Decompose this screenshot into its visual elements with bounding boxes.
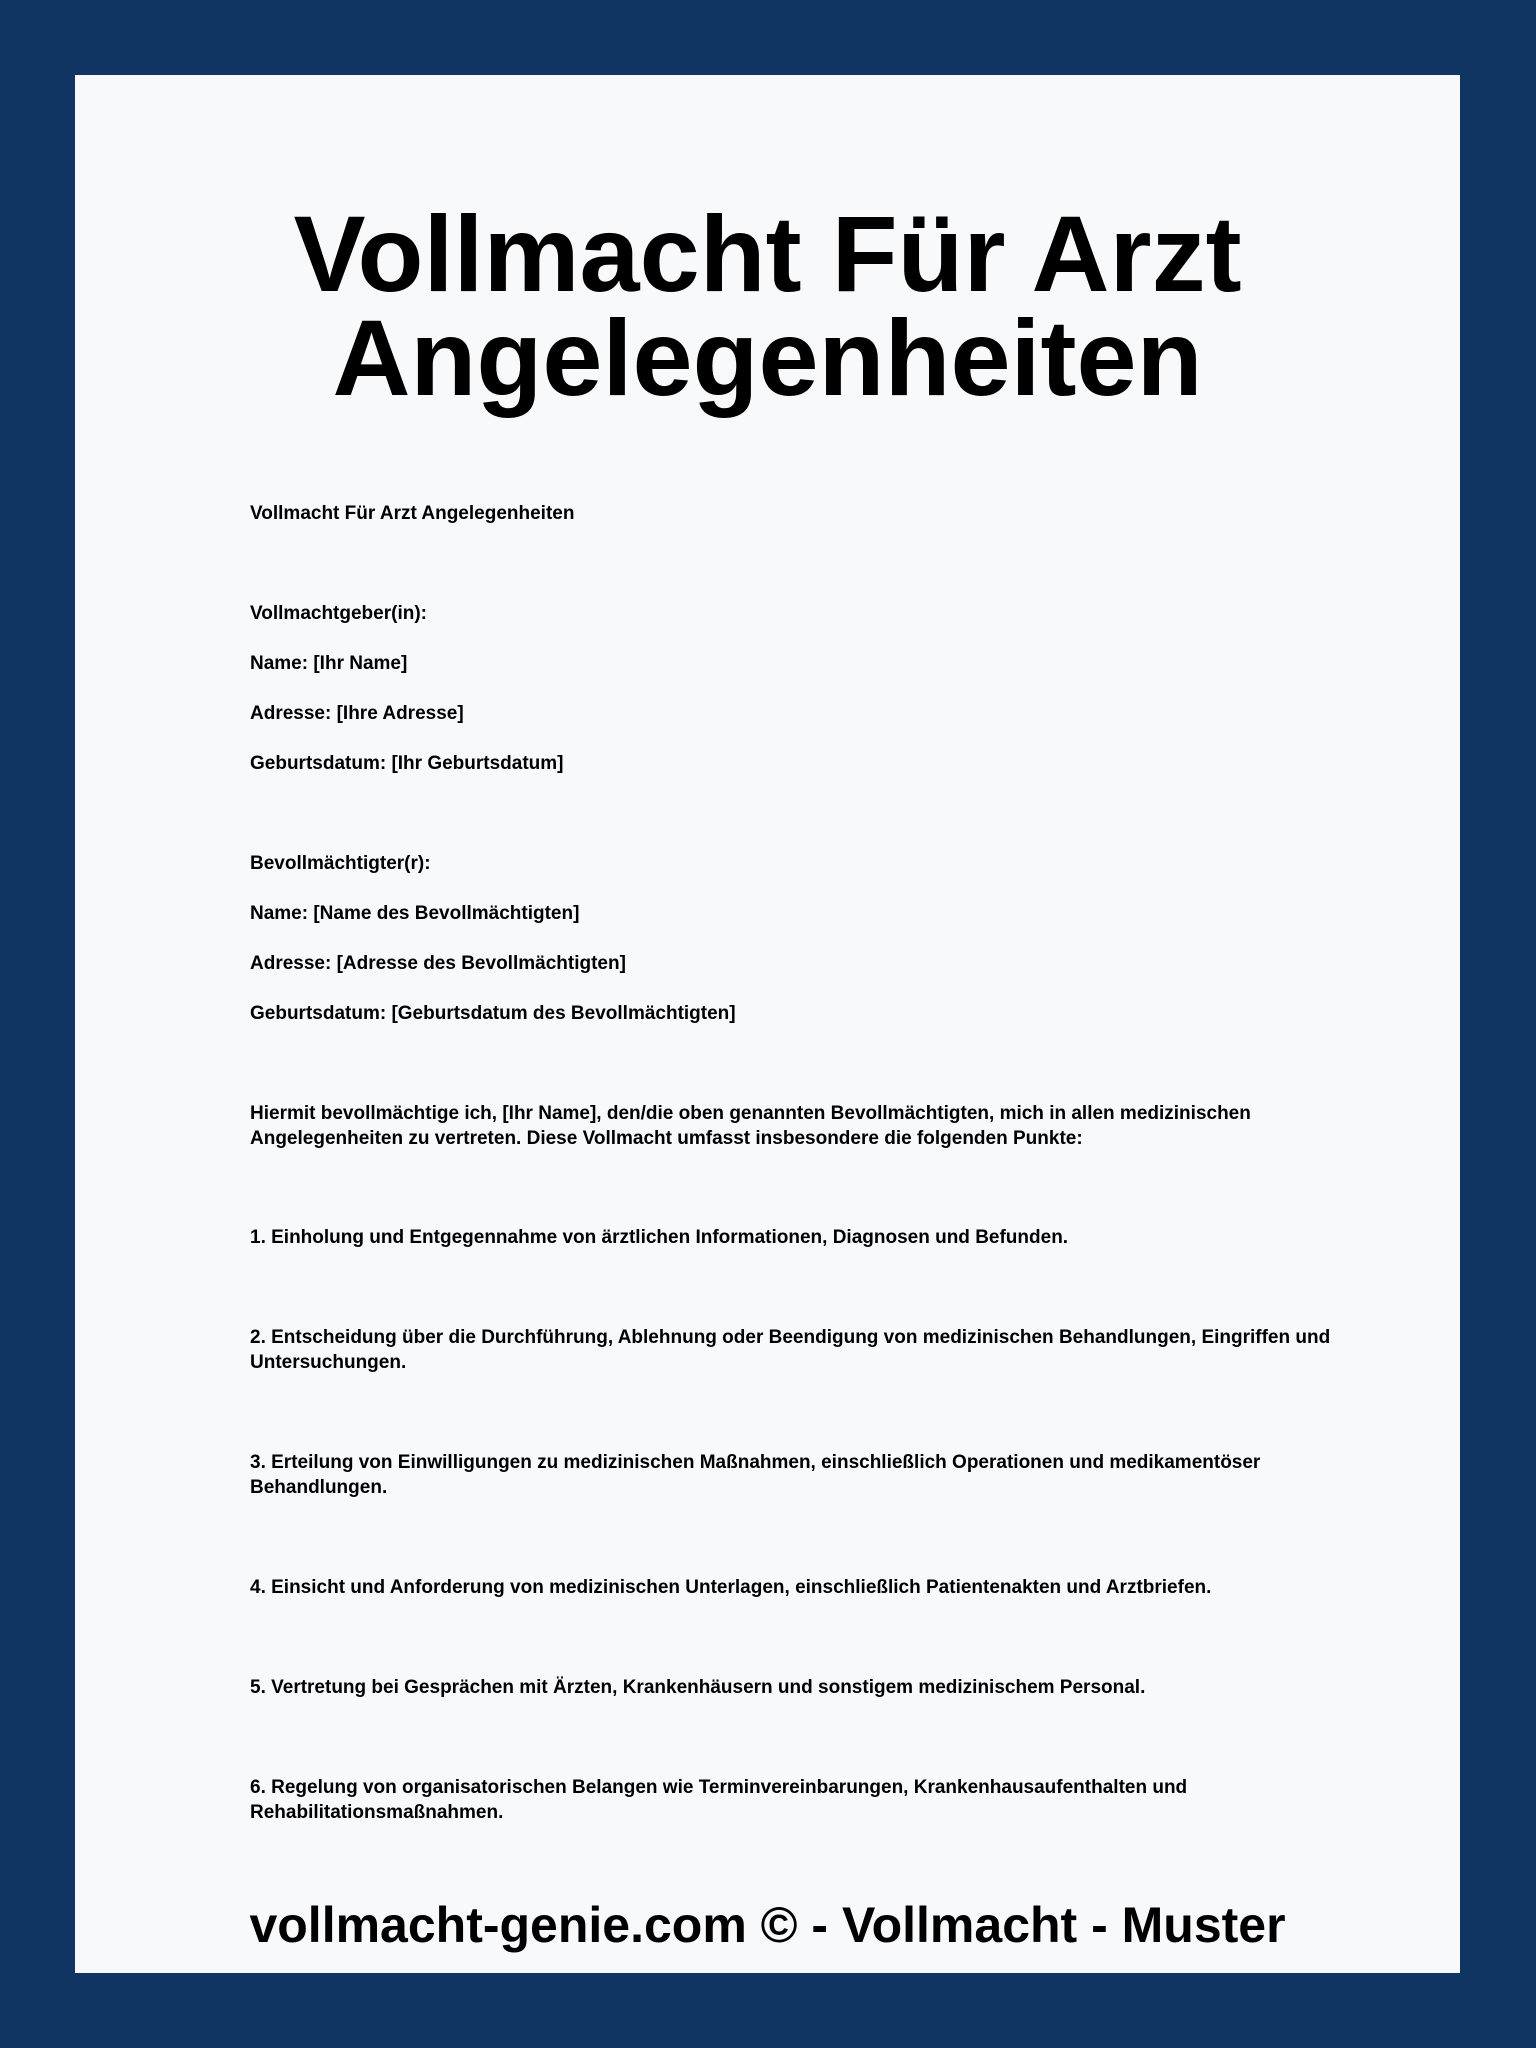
list-item-6: 6. Regelung von organisatorischen Belangen wie Terminvereinbarungen, Krankenhausaufenthalten und Rehabilitationsmaßnahmen. xyxy=(250,1777,1188,1823)
document-title-line-1: Vollmacht Für Arzt xyxy=(293,193,1242,314)
grantor-address: Adresse: [Ihre Adresse] xyxy=(250,703,464,724)
list-item-2: 2. Entscheidung über die Durchführung, Ablehnung oder Beendigung von medizinischen Behandlungen, Eingriffen und Untersuchungen. xyxy=(250,1327,1331,1373)
list-item-3: 3. Erteilung von Einwilligungen zu medizinischen Maßnahmen, einschließlich Operationen und medikamentöser Behandlungen. xyxy=(250,1452,1261,1498)
grantor-heading: Vollmachtgeber(in): xyxy=(250,603,427,624)
document-page xyxy=(75,75,1460,1973)
document-title-line-2: Angelegenheiten xyxy=(332,297,1203,418)
document-subtitle: Vollmacht Für Arzt Angelegenheiten xyxy=(250,503,575,524)
attorney-name: Name: [Name des Bevollmächtigten] xyxy=(250,903,580,924)
list-item-4: 4. Einsicht und Anforderung von medizinischen Unterlagen, einschließlich Patientenakten und Arztbriefen. xyxy=(250,1577,1212,1598)
list-item-5: 5. Vertretung bei Gesprächen mit Ärzten, Krankenhäusern und sonstigem medizinischem Personal. xyxy=(250,1677,1146,1698)
attorney-heading: Bevollmächtigter(r): xyxy=(250,853,431,874)
attorney-address: Adresse: [Adresse des Bevollmächtigten] xyxy=(250,953,626,974)
list-item-1: 1. Einholung und Entgegennahme von ärztlichen Informationen, Diagnosen und Befunden. xyxy=(250,1227,1069,1248)
document-title xyxy=(75,193,1460,418)
footer-watermark: vollmacht-genie.com © - Vollmacht - Muster xyxy=(249,1897,1286,1953)
grantor-birthdate: Geburtsdatum: [Ihr Geburtsdatum] xyxy=(250,753,564,774)
attorney-birthdate: Geburtsdatum: [Geburtsdatum des Bevollmächtigten] xyxy=(250,1003,736,1024)
intro-paragraph: Hiermit bevollmächtige ich, [Ihr Name], den/die oben genannten Bevollmächtigten, mich in allen medizinischen Angelegenheiten zu vertreten. Diese Vollmacht umfasst insbesondere die folgenden Punkte: xyxy=(250,1103,1251,1149)
grantor-name: Name: [Ihr Name] xyxy=(250,653,408,674)
